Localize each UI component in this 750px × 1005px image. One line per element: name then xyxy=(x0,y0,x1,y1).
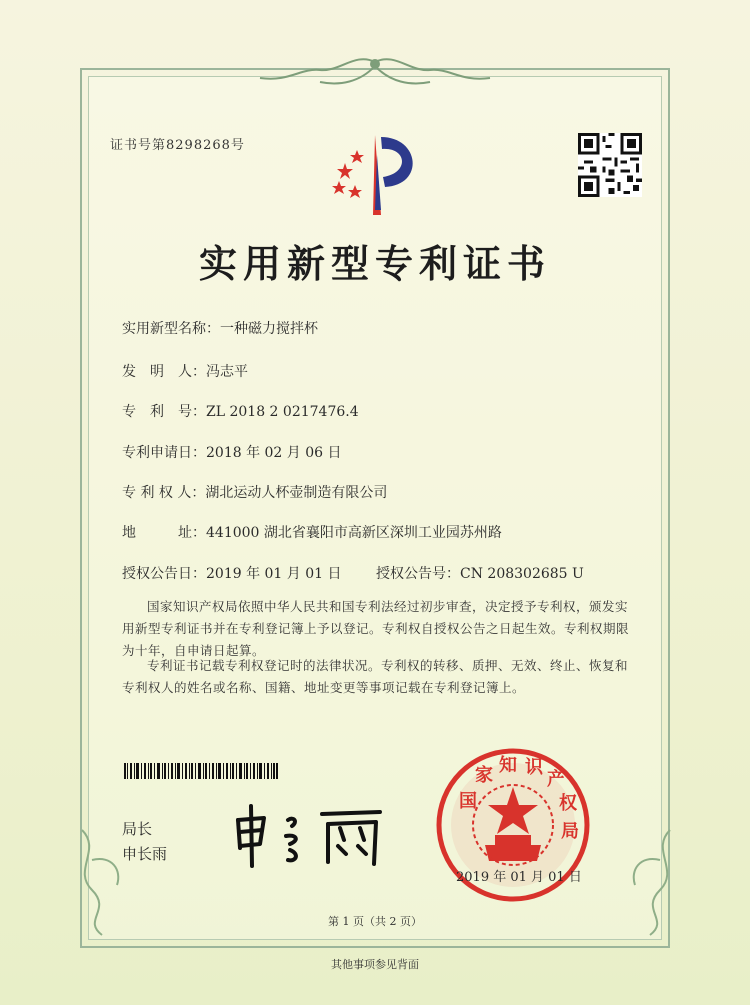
grant-number-field xyxy=(376,563,584,583)
director-name: 申长雨 xyxy=(122,845,168,863)
svg-text:产: 产 xyxy=(547,769,565,789)
field-label: 授权公告日： xyxy=(122,566,206,582)
seal-date: 2019 年 01 月 01 日 xyxy=(456,870,582,885)
field-value: 2018 年 02 月 06 日 xyxy=(206,445,342,461)
svg-text:知: 知 xyxy=(499,755,517,775)
filing-date-field xyxy=(122,442,342,462)
svg-text:家: 家 xyxy=(475,765,493,785)
top-ornament-icon xyxy=(250,52,500,100)
field-label: 发 明 人： xyxy=(122,364,206,380)
barcode-icon xyxy=(124,763,278,779)
handwritten-signature-icon xyxy=(230,800,390,870)
field-label: 实用新型名称： xyxy=(122,321,220,337)
director-title: 局长 xyxy=(122,820,153,838)
body-paragraph: 国家知识产权局依照中华人民共和国专利法经过初步审查，决定授予专利权，颁发实用新型专利证书并在专利登记簿上予以登记。专利权自授权公告之日起生效。专利权期限为十年，自申请日起算。 xyxy=(122,599,630,658)
field-label: 专 利 权 人： xyxy=(122,485,206,501)
field-value: 冯志平 xyxy=(206,364,248,380)
field-value: 2019 年 01 月 01 日 xyxy=(206,566,342,582)
field-label: 专 利 号： xyxy=(122,404,206,420)
field-value: 湖北运动人杯壶制造有限公司 xyxy=(205,485,388,501)
qr-code-icon xyxy=(578,133,642,197)
footer-note: 其他事项参见背面 xyxy=(331,958,419,971)
svg-text:权: 权 xyxy=(559,793,577,813)
inventor-field xyxy=(122,361,248,381)
svg-text:识: 识 xyxy=(525,757,543,777)
grant-date-field xyxy=(122,563,342,583)
field-value: 一种磁力搅拌杯 xyxy=(220,321,318,337)
certificate-number: 证书号第8298268号 xyxy=(110,138,245,153)
field-value: ZL 2018 2 0217476.4 xyxy=(206,404,359,420)
patentee-field xyxy=(122,482,387,502)
field-label: 专利申请日： xyxy=(122,445,206,461)
svg-text:国: 国 xyxy=(459,791,477,811)
field-label: 地 址： xyxy=(122,525,206,541)
patent-office-logo-icon xyxy=(325,125,430,225)
field-value: CN 208302685 U xyxy=(460,566,584,582)
field-label: 授权公告号： xyxy=(376,566,460,582)
field-value: 441000 湖北省襄阳市高新区深圳工业园苏州路 xyxy=(206,525,502,541)
body-paragraph: 专利证书记载专利权登记时的法律状况。专利权的转移、质押、无效、终止、恢复和专利权人的姓名或名称、国籍、地址变更等事项记载在专利登记簿上。 xyxy=(122,658,629,695)
svg-text:局: 局 xyxy=(561,821,579,841)
utility-model-name-field xyxy=(122,318,318,338)
certificate-title: 实用新型专利证书 xyxy=(198,241,551,286)
patent-number-field xyxy=(122,401,359,421)
address-field xyxy=(122,522,502,542)
page-number: 第 1 页（共 2 页） xyxy=(328,915,422,928)
